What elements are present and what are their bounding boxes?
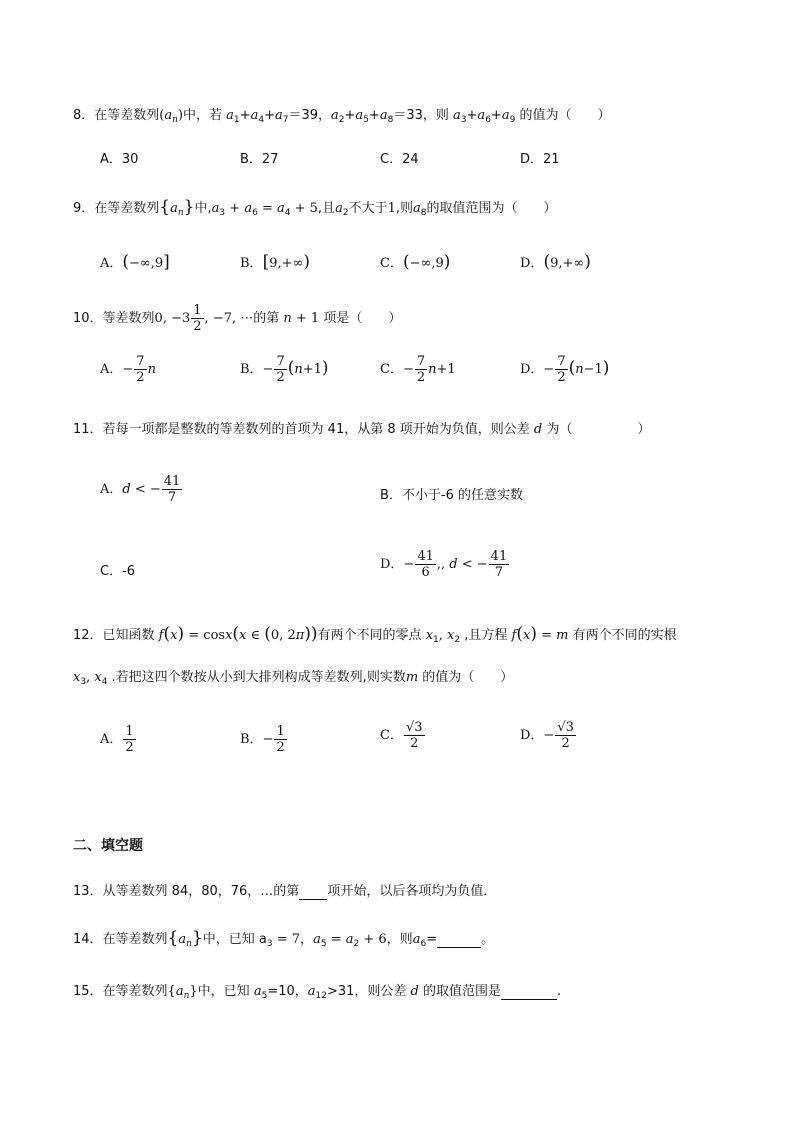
q12-option-c[interactable]: C． $\frac{√3}{2}$ (380, 720, 423, 751)
section-heading-fill-in: 二、填空题 (73, 838, 143, 854)
question-12-line2: $x_3$, $x_4$ .若把这四个数按从小到大排列构成等差数列,则实数m 的值为（ ） (73, 670, 514, 687)
question-number: 8． (73, 108, 95, 123)
answer-blank-14[interactable] (437, 932, 481, 948)
question-8: 8．在等差数列$(a_n)$中，若 $a_1+a_4+a_7=39$，$a_2+a_5+a_8=33$，则 $a_3+a_6+a_9$ 的值为（ ） (73, 108, 611, 125)
q12-option-b[interactable]: B．− $\frac{1}{2}$ (240, 724, 285, 755)
answer-blank-15[interactable] (501, 984, 557, 1000)
q12-option-d[interactable]: D．− $\frac{√3}{2}$ (520, 720, 574, 751)
question-9: 9．在等差数列$\{a_n\}$中$,a_3 + a_6 = a_4 + 5$,且$a_2$不大于1,则$a_8$的取值范围为（ ） (73, 197, 557, 218)
q11-option-a[interactable]: A．d < − $\frac{41}{7}$ (100, 474, 181, 505)
q12-option-a[interactable]: A． $\frac{1}{2}$ (100, 724, 134, 755)
q10-option-a[interactable]: A．− $\frac{7}{2}$ n (100, 354, 156, 385)
question-12-line1: 12．已知函数 f(x) = cosx(x ∈ (0, 2π))有两个不同的零点 $x_1$, $x_2$ ,且方程 f(x) = m 有两个不同的实根 (73, 624, 677, 645)
q9-option-d[interactable]: D．(9,+∞) (520, 252, 591, 272)
question-13: 13．从等差数列 84，80，76，…的第 项开始，以后各项均为负值． (73, 884, 497, 899)
q10-option-b[interactable]: B．− $\frac{7}{2}$ (n+1) (240, 354, 329, 385)
q10-option-d[interactable]: D．− $\frac{7}{2}$ (n−1) (520, 354, 610, 385)
q8-option-d[interactable]: D．21 (520, 152, 560, 167)
q10-option-c[interactable]: C．− $\frac{7}{2}$ n+1 (380, 354, 456, 385)
q11-option-c[interactable]: C．-6 (100, 564, 136, 579)
q8-option-b[interactable]: B．27 (240, 152, 279, 167)
question-15: 15．在等差数列$\{a_n\}$中，已知 $a_5=10$，$a_{12}>31$，则公差 d 的取值范围是 . (73, 984, 562, 1001)
answer-blank-13[interactable] (299, 884, 327, 900)
question-10: 10．等差数列0, −3 $\frac{1}{2}$ , −7, ⋯的第 n + 1 项是（ ） (73, 303, 402, 334)
q9-option-c[interactable]: C．(−∞,9) (380, 252, 451, 272)
q8-option-a[interactable]: A．30 (100, 152, 139, 167)
q8-option-c[interactable]: C．24 (380, 152, 419, 167)
q9-option-b[interactable]: B．[9,+∞) (240, 252, 310, 272)
question-11: 11．若每一项都是整数的等差数列的首项为 41，从第 8 项开始为负值，则公差 d 为（ ） (73, 422, 651, 437)
q9-option-a[interactable]: A．(−∞,9] (100, 252, 170, 272)
q11-option-b[interactable]: B．不小于-6 的任意实数 (380, 488, 524, 503)
q11-option-d[interactable]: D．− $\frac{41}{6}$ ,, d < − $\frac{41}{7}$ (380, 549, 508, 580)
question-14: 14．在等差数列$\{a_n\}$中，已知 $a_3 = 7$，$a_5 = a_2 + 6$，则$a_6=$ 。 (73, 928, 495, 949)
